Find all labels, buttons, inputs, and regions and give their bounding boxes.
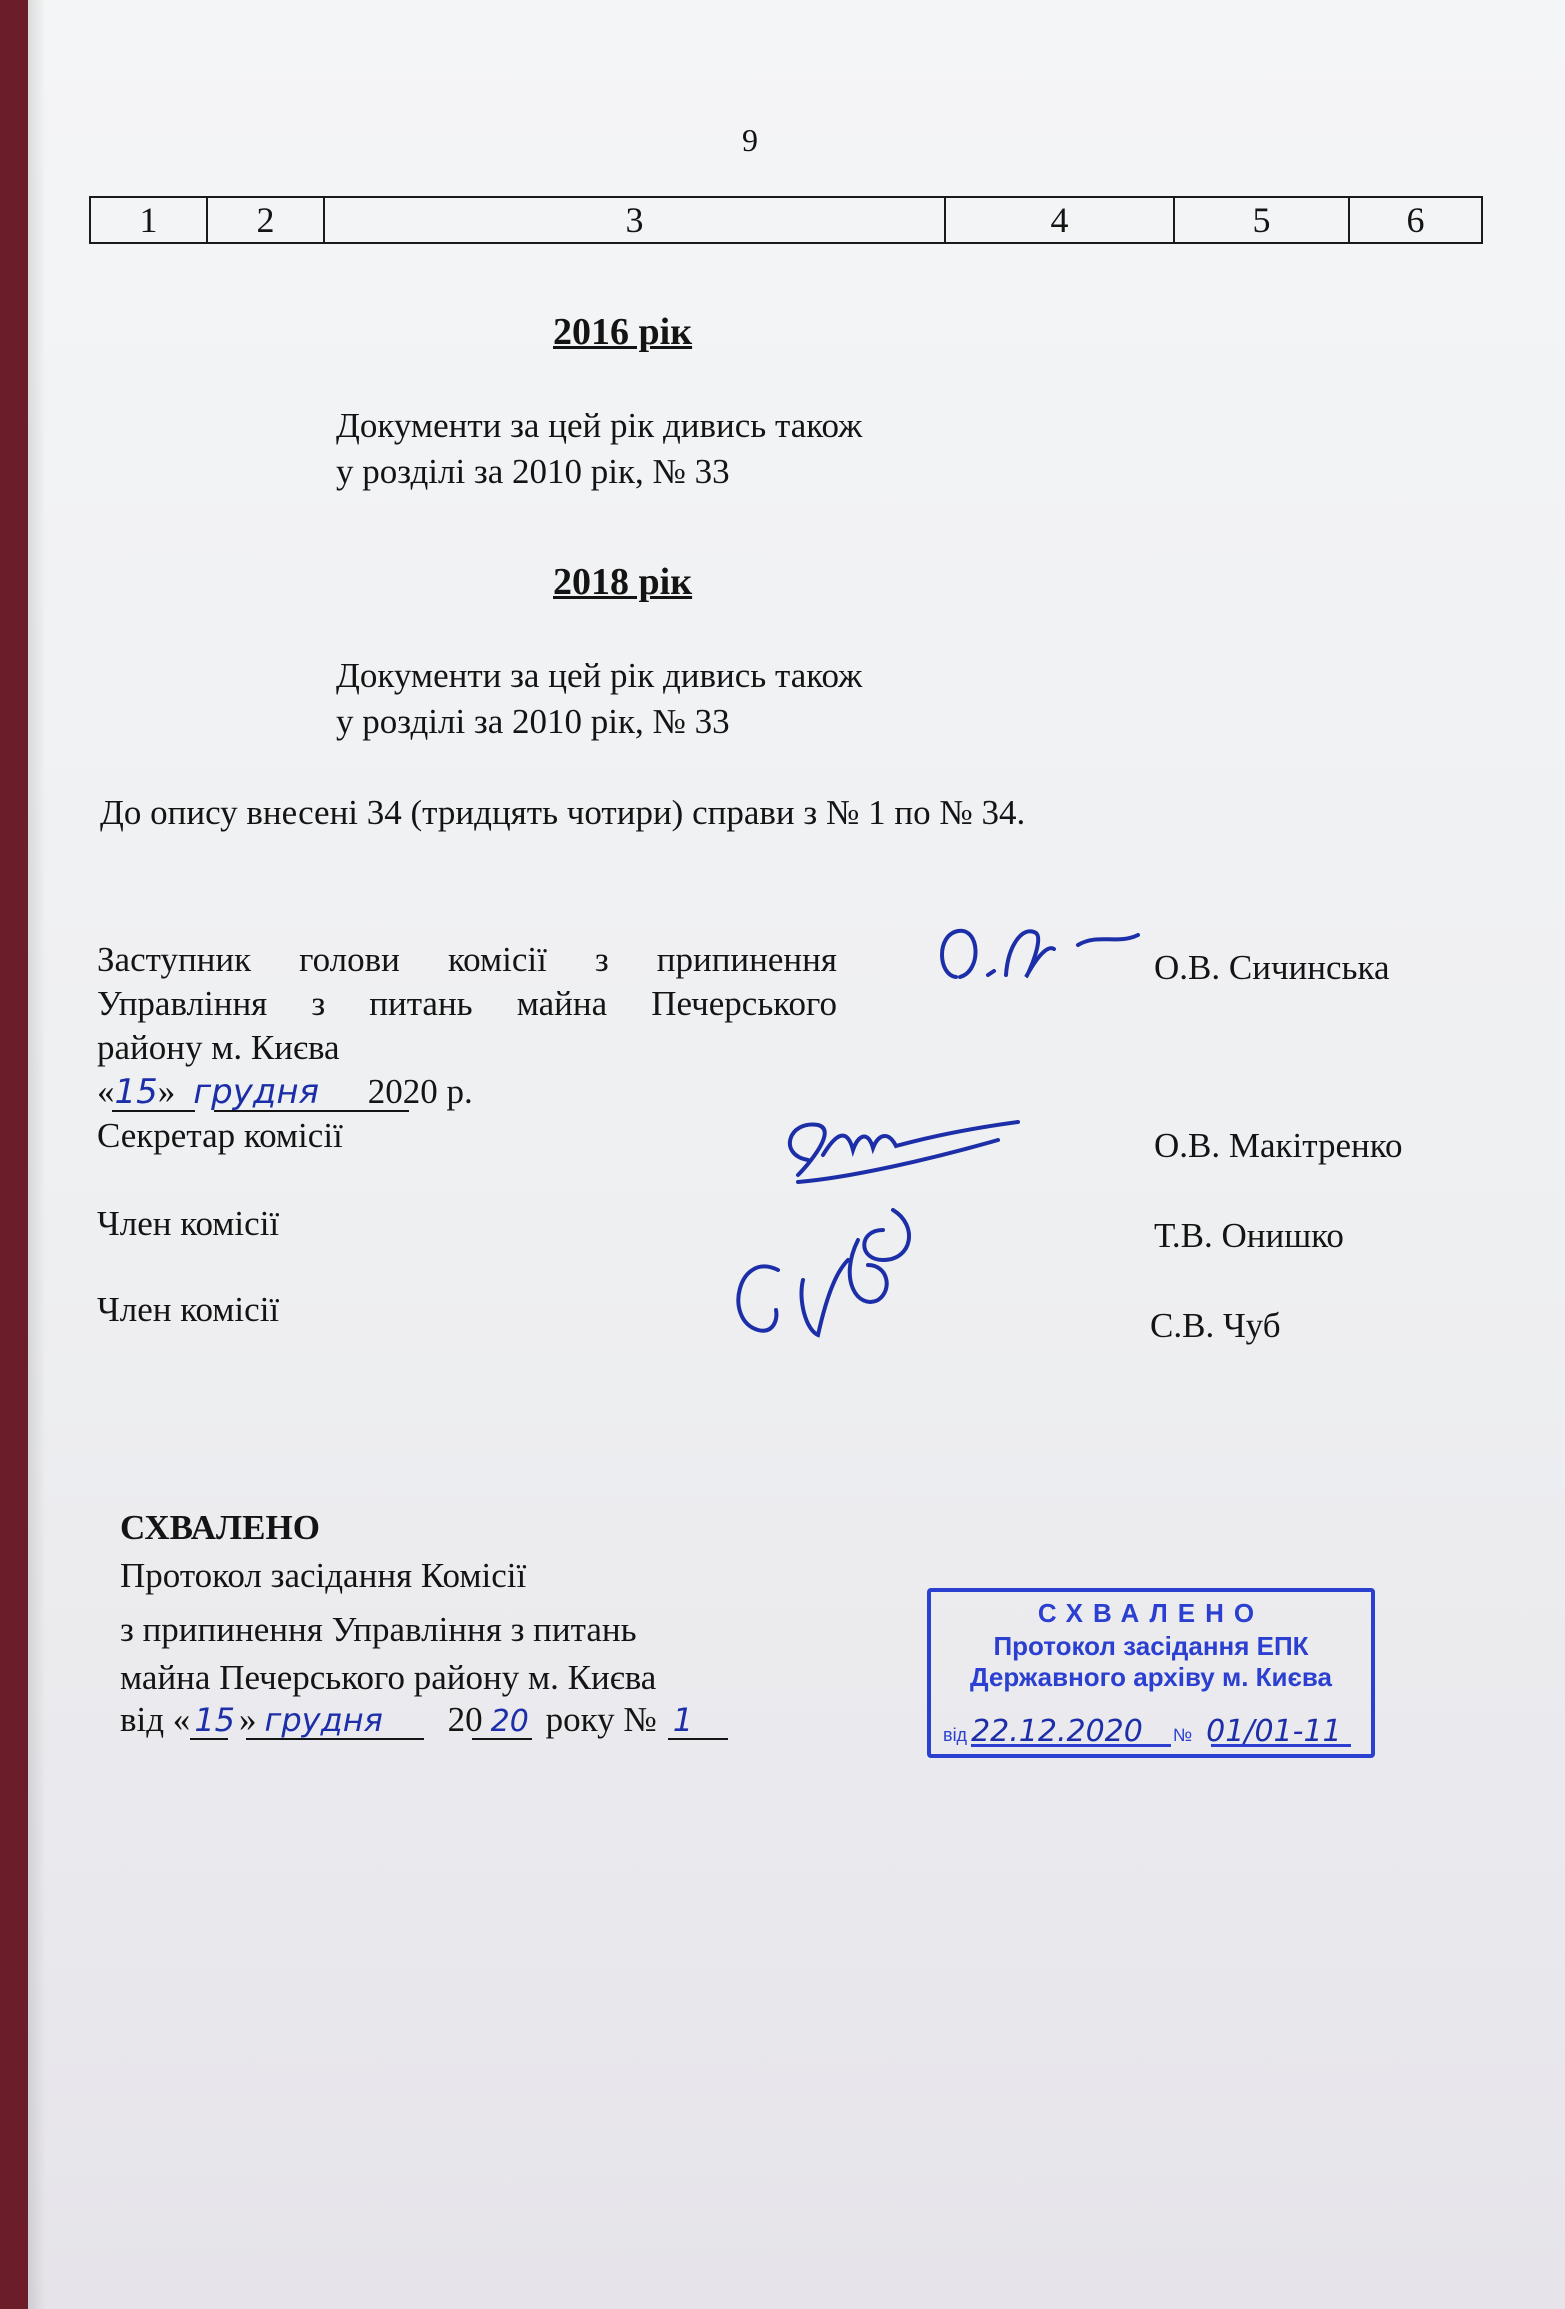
stamp-line: Протокол засідання ЕПК — [993, 1631, 1309, 1661]
handwritten-day: 15 — [114, 1072, 158, 1112]
signatory-role-line: Управління з питань майна Печерського — [97, 984, 837, 1023]
section-year-2018: 2018 рік — [553, 561, 693, 603]
document-page — [28, 0, 1565, 2309]
page-number: 9 — [742, 122, 758, 158]
header-table — [89, 196, 1483, 244]
stamp-line: Державного архіву м. Києва — [970, 1662, 1332, 1692]
signatory-name-deputy: О.В. Сичинська — [1154, 948, 1390, 987]
handwritten-day: 15 — [194, 1701, 236, 1739]
number-prefix: року № — [536, 1700, 657, 1739]
underline — [472, 1738, 532, 1740]
signatory-role-member: Член комісії — [97, 1204, 280, 1243]
signatory-role-secretary: Секретар комісії — [97, 1116, 343, 1155]
handwritten-number: 1 — [672, 1701, 694, 1739]
signatory-name-member: Т.В. Онишко — [1154, 1216, 1344, 1255]
column-header-2: 2 — [207, 197, 324, 243]
underline — [190, 1738, 228, 1740]
stamp-number-value: 01/01-11 — [1206, 1714, 1342, 1749]
stamp-date-label: від — [943, 1725, 968, 1745]
signatory-name-secretary: О.В. Макітренко — [1154, 1126, 1403, 1165]
date-suffix: 2020 р. — [359, 1072, 473, 1111]
underline — [214, 1110, 409, 1112]
section-note-line: у розділі за 2010 рік, № 33 — [336, 702, 730, 741]
approval-stamp — [927, 1588, 1375, 1758]
signatory-name-member: С.В. Чуб — [1150, 1306, 1281, 1345]
handwritten-year: 20 — [490, 1704, 529, 1739]
date-mid: » — [157, 1072, 176, 1111]
stamp-date-value: 22.12.2020 — [971, 1714, 1143, 1749]
stamp-number-label: № — [1172, 1725, 1193, 1745]
date-mid: » — [239, 1700, 257, 1739]
column-header-5: 5 — [1174, 197, 1349, 243]
column-header-6: 6 — [1349, 197, 1482, 243]
underline — [112, 1110, 195, 1112]
column-header-3: 3 — [324, 197, 945, 243]
approval-line: Протокол засідання Комісії — [120, 1556, 527, 1595]
year-prefix: 20 — [438, 1700, 483, 1739]
approval-title: СХВАЛЕНО — [120, 1508, 320, 1547]
section-note-line: Документи за цей рік дивись також — [336, 406, 863, 445]
column-header-1: 1 — [90, 197, 207, 243]
column-header-4: 4 — [945, 197, 1174, 243]
section-note-line: у розділі за 2010 рік, № 33 — [336, 452, 730, 491]
stamp-underline — [971, 1744, 1171, 1747]
signatory-role-member: Член комісії — [97, 1290, 280, 1329]
signatory-role-line: району м. Києва — [97, 1028, 340, 1067]
approval-line: з припинення Управління з питань — [120, 1610, 637, 1649]
section-note-line: Документи за цей рік дивись також — [336, 656, 863, 695]
signatory-role-line: Заступник голови комісії з припинення — [97, 940, 837, 979]
deputy-signature-date — [97, 1072, 473, 1112]
approval-date-line — [120, 1700, 709, 1740]
stamp-title: СХВАЛЕНО — [1037, 1598, 1265, 1628]
stamp-underline — [1211, 1744, 1351, 1747]
date-prefix: « — [97, 1072, 115, 1111]
handwritten-month: грудня — [264, 1701, 383, 1739]
table-row — [90, 197, 1482, 243]
signature-deputy — [928, 905, 1168, 1015]
signature-members — [718, 1170, 978, 1350]
date-prefix: від « — [120, 1700, 191, 1739]
section-year-2016: 2016 рік — [553, 311, 693, 353]
handwritten-month: грудня — [193, 1072, 320, 1112]
underline — [668, 1738, 728, 1740]
underline — [246, 1738, 424, 1740]
inventory-summary: До опису внесені 34 (тридцять чотири) справи з № 1 по № 34. — [100, 793, 1026, 832]
approval-line: майна Печерського району м. Києва — [120, 1658, 657, 1697]
